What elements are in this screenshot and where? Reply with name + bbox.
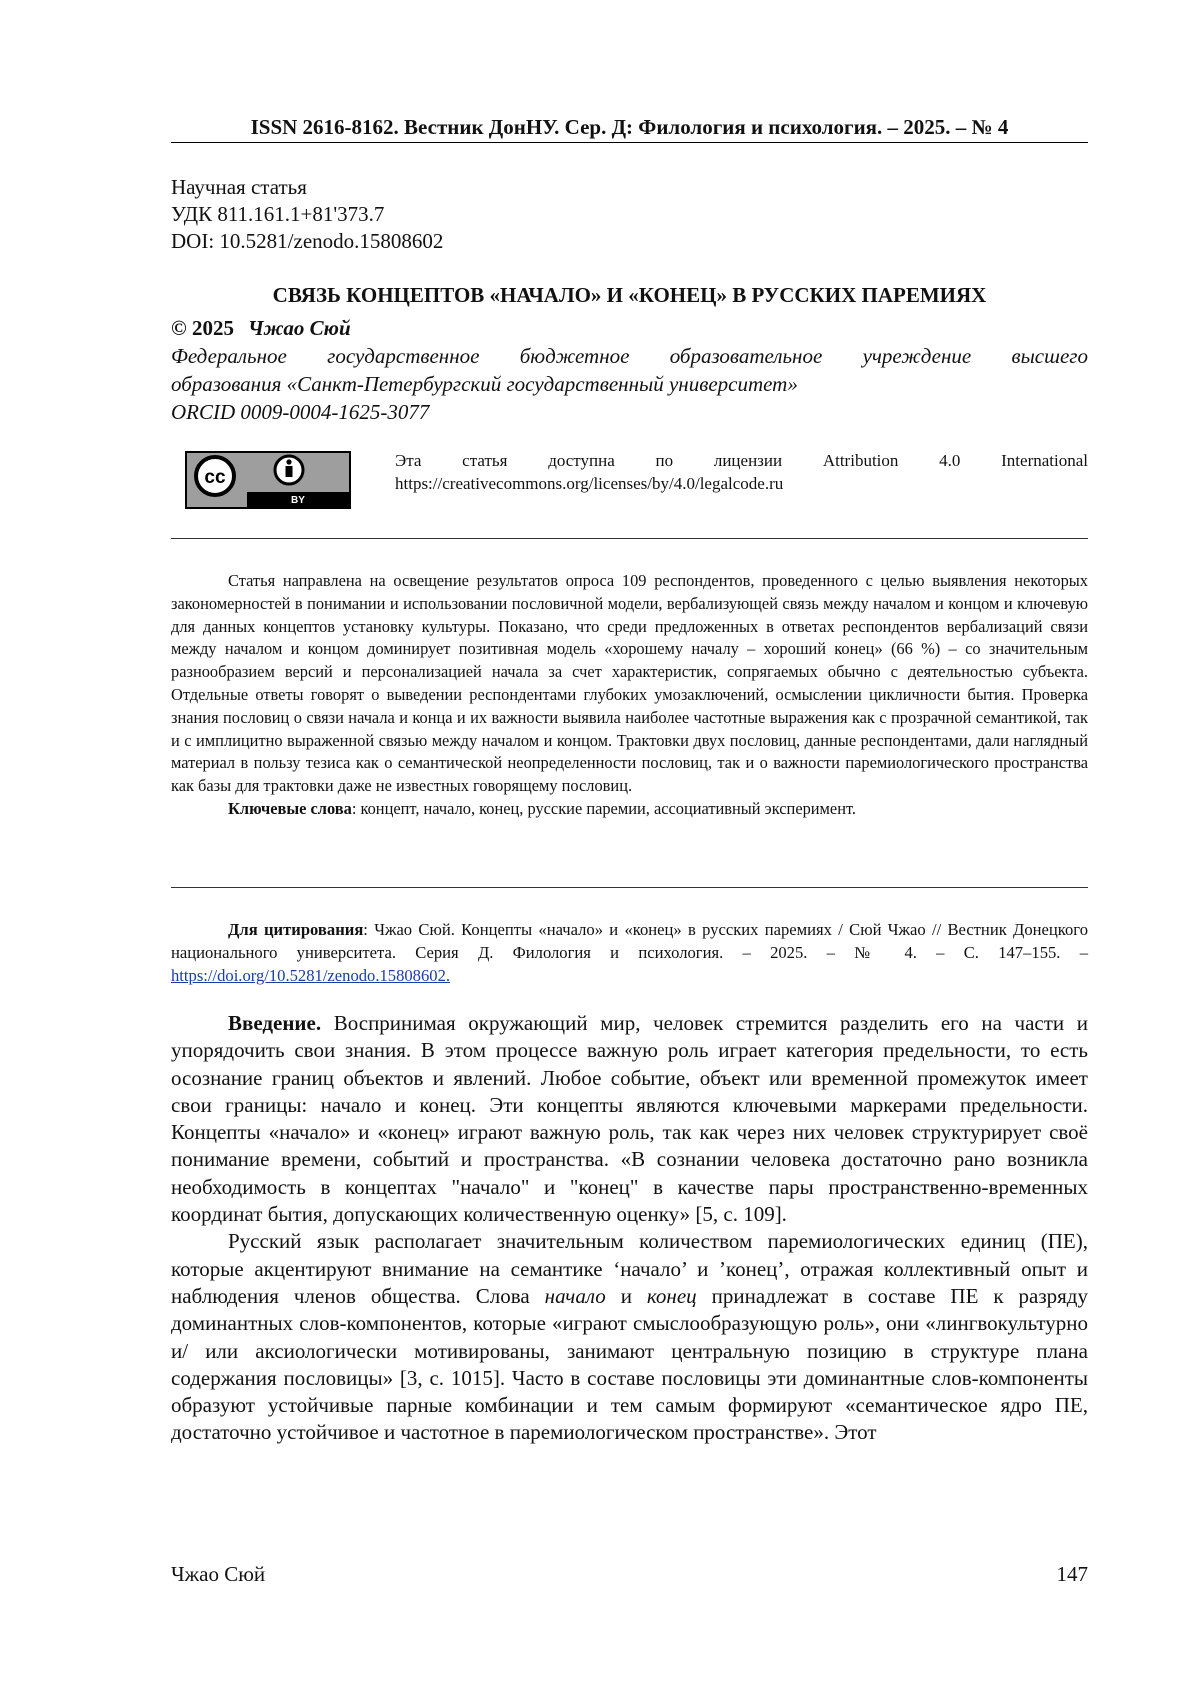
- doi: DOI: 10.5281/zenodo.15808602: [171, 229, 444, 253]
- author-line: [171, 314, 351, 342]
- citation-doi-link[interactable]: https://doi.org/10.5281/zenodo.15808602.: [171, 966, 451, 985]
- cc-letters: cc: [204, 467, 226, 488]
- paragraph-2-text-b: принадлежат в составе ПЕ к разряду доминантных слов-компонентов, которые «играют смыслообразующую роль», они «лингвокультурно и/ или аксиологически мотивированы, занимают центральную позицию в структуре плана содержания пословицы» [3, с. 1015]. Часто в составе пословицы эти доминантные слов-компоненты образуют устойчивые парные комбинации и тем самым формируют «семантическое ядро ПЕ, достаточно устойчивое и частотное в паремиологическом пространстве». Этот: [171, 1283, 1088, 1445]
- keywords-list: : концепт, начало, конец, русские паремии, ассоциативный эксперимент.: [351, 798, 857, 818]
- orcid: ORCID 0009-0004-1625-3077: [171, 400, 430, 424]
- license-url[interactable]: https://creativecommons.org/licenses/by/4.0/legalcode.ru: [395, 474, 784, 493]
- affiliation-line-2: образования «Санкт-Петербургский государственный университет»: [171, 372, 798, 396]
- page-number: 147: [1056, 1562, 1088, 1586]
- page-footer: [171, 1560, 1088, 1588]
- license-text: [395, 449, 1088, 495]
- footer-author: Чжао Сюй: [171, 1562, 266, 1586]
- udk-code: УДК 811.161.1+81'373.7: [171, 202, 385, 226]
- paragraph-2-conj: и: [605, 1283, 647, 1308]
- term-nachalo: начало: [544, 1283, 606, 1308]
- cc-by-badge[interactable]: [185, 451, 351, 509]
- body-paragraph-1: [171, 1010, 1088, 1228]
- article-title: СВЯЗЬ КОНЦЕПТОВ «НАЧАЛО» И «КОНЕЦ» В РУССКИХ ПАРЕМИЯХ: [272, 283, 987, 307]
- abstract: [171, 570, 1088, 821]
- license-block: [185, 449, 1088, 509]
- citation-text: : Чжао Сюй. Концепты «начало» и «конец» в русских паремиях / Сюй Чжао // Вестник Донецкого национального университета. Серия Д. Филология и психология. – 2025. – № 4. – С. 147–155. –: [171, 920, 1088, 962]
- affiliation-line-1: Федеральное государственное бюджетное образовательное учреждение высшего: [171, 344, 1088, 368]
- author-name: Чжао Сюй: [247, 316, 351, 340]
- running-header: ISSN 2616-8162. Вестник ДонНУ. Сер. Д: Филология и психология. – 2025. – № 4: [171, 113, 1088, 143]
- keywords-label: Ключевые слова: [228, 798, 352, 818]
- paragraph-1-text: Воспринимая окружающий мир, человек стремится разделить его на части и упорядочить свои знания. В этом процессе важную роль играет категория предельности, то есть осознание границ объектов и явлений. Любое событие, объект или временной промежуток имеет свои границы: начало и конец. Эти концепты являются ключевыми маркерами предельности. Концепты «начало» и «конец» играют важную роль, так как через них человек структурирует своё понимание времени, событий и пространства. «В сознании человека достаточно рано возникла необходимость в концептах "начало" и "конец" в качестве пары пространственно-временных координат бытия, допускающих количественную оценку» [5, с. 109].: [171, 1011, 1088, 1227]
- abstract-text: Статья направлена на освещение результатов опроса 109 респондентов, проведенного с целью выявления некоторых закономерностей в понимании и использовании пословичной модели, вербализующей связь между началом и концом и ключевую для данных концептов установку культуры. Показано, что среди предложенных в ответах респондентов вербализаций связи между началом и концом доминирует позитивная модель «хорошему началу – хороший конец» (66 %) – со значительным разнообразием версий и персонализацией начала за счет характеристик, сопрягаемых обычно с деятельностью субъекта. Отдельные ответы говорят о выведении респондентами глубоких умозаключений, осмыслении цикличности бытия. Проверка знания пословиц о связи начала и конца и их важности выявила наиболее частотные выражения как с прозрачной семантикой, так и с имплицитно выраженной связью между началом и концом. Трактовки двух пословиц, данные респондентами, дали наглядный материал в пользу тезиса как о семантической неопределенности пословиц, так и о важности паремиологического пространства как базы для трактовки даже не известных говорящему пословиц.: [171, 571, 1088, 796]
- article-body: [171, 1010, 1088, 1447]
- divider-bottom: [171, 887, 1088, 888]
- body-paragraph-2: [171, 1228, 1088, 1446]
- by-label: BY: [291, 495, 305, 506]
- divider-top: [171, 538, 1088, 539]
- article-type: Научная статья: [171, 175, 307, 199]
- keywords: [171, 798, 1088, 821]
- affiliation: [171, 342, 1088, 426]
- article-meta: [171, 174, 443, 255]
- license-line-1: Эта статья доступна по лицензии Attribution 4.0 International: [395, 451, 1088, 470]
- citation: [171, 918, 1088, 987]
- copyright-year: © 2025: [171, 316, 234, 340]
- intro-heading: Введение.: [228, 1011, 322, 1035]
- citation-label: Для цитирования: [228, 920, 364, 939]
- paragraph-2-text-a: Русский язык располагает значительным количеством паремиологических единиц (ПЕ), которые акцентируют внимание на семантике ‘начало’ и ’конец’, отражая коллективный опыт и наблюдения членов общества. Слова: [171, 1229, 1088, 1308]
- term-konec: конец: [646, 1283, 697, 1308]
